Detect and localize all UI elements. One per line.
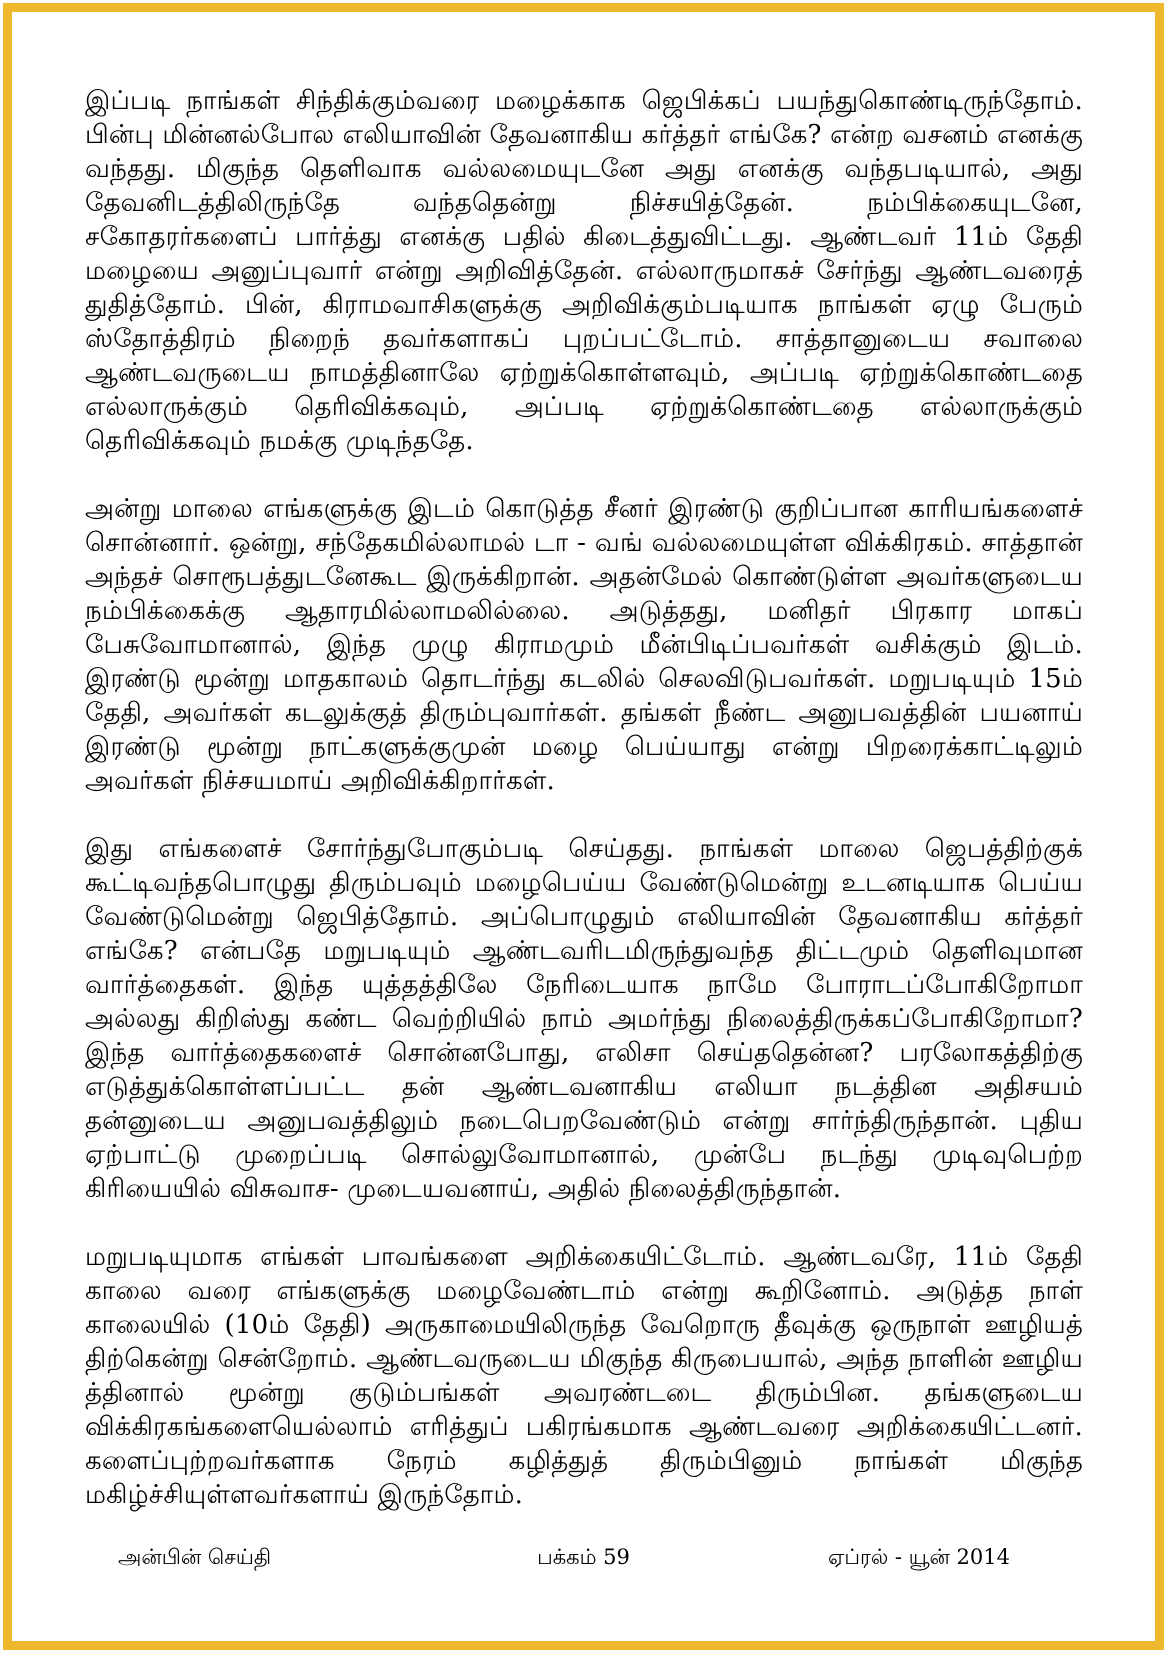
- body-paragraph-3: இது எங்களைச் சோர்ந்துபோகும்படி செய்தது. நாங்கள் மாலை ஜெபத்திற்குக் கூட்டிவந்தபொழுது திரும்பவும் மழைபெய்ய வேண்டுமென்று உடனடியாக பெய்ய வேண்டுமென்று ஜெபித்தோம். அப்பொழுதும் எலியாவின் தேவனாகிய கர்த்தர் எங்கே? என்பதே மறுபடியும் ஆண்டவரிடமிருந்துவந்த திட்டமும் தெளிவுமான வார்த்தைகள். இந்த யுத்தத்திலே நேரிடையாக நாமே போராடப்போகிறோமா அல்லது கிறிஸ்து கண்ட வெற்றியில் நாம் அமர்ந்து நிலைத்திருக்கப்போகிறோமா? இந்த வார்த்தைகளைச் சொன்னபோது, எலிசா செய்ததென்ன? பரலோகத்திற்கு எடுத்துக்கொள்ளப்பட்ட தன் ஆண்டவனாகிய எலியா நடத்தின அதிசயம் தன்னுடைய அனுபவத்திலும் நடைபெறவேண்டும் என்று சார்ந்திருந்தான். புதிய ஏற்பாட்டு முறைப்படி சொல்லுவோமானால், முன்பே நடந்து முடிவுபெற்ற கிரியையில் விசுவாச- முடையவனாய், அதில் நிலைத்திருந்தான்.: [85, 834, 1083, 1204]
- body-paragraph-4: மறுபடியுமாக எங்கள் பாவங்களை அறிக்கையிட்டோம். ஆண்டவரே, 11ம் தேதி காலை வரை எங்களுக்கு மழைவேண்டாம் என்று கூறினோம். அடுத்த நாள் காலையில் (10ம் தேதி) அருகாமையிலிருந்த வேறொரு தீவுக்கு ஒருநாள் ஊழியத் திற்கென்று சென்றோம். ஆண்டவருடைய மிகுந்த கிருபையால், அந்த நாளின் ஊழிய த்தினால் மூன்று குடும்பங்கள் அவரண்டடை திரும்பின. தங்களுடைய விக்கிரகங்களையெல்லாம் எரித்துப் பகிரங்கமாக ஆண்டவரை அறிக்கையிட்டனர். களைப்புற்றவர்களாக நேரம் கழித்துத் திரும்பினும் நாங்கள் மிகுந்த மகிழ்ச்சியுள்ளவர்களாய் இருந்தோம்.: [85, 1242, 1083, 1510]
- body-paragraph-2: அன்று மாலை எங்களுக்கு இடம் கொடுத்த சீனர் இரண்டு குறிப்பான காரியங்களைச் சொன்னார். ஒன்று, சந்தேகமில்லாமல் டா - வங் வல்லமையுள்ள விக்கிரகம். சாத்தான் அந்தச் சொரூபத்துடனேகூட இருக்கிறான். அதன்மேல் கொண்டுள்ள அவர்களுடைய நம்பிக்கைக்கு ஆதாரமில்லாமலில்லை. அடுத்தது, மனிதர் பிரகார மாகப் பேசுவோமானால், இந்த முழு கிராமமும் மீன்பிடிப்பவர்கள் வசிக்கும் இடம். இரண்டு மூன்று மாதகாலம் தொடர்ந்து கடலில் செலவிடுபவர்கள். மறுபடியும் 15ம் தேதி, அவர்கள் கடலுக்குத் திரும்புவார்கள். தங்கள் நீண்ட அனுபவத்தின் பயனாய் இரண்டு மூன்று நாட்களுக்குமுன் மழை பெய்யாது என்று பிறரைக்காட்டிலும் அவர்கள் நிச்சயமாய் அறிவிக்கிறார்கள்.: [85, 494, 1083, 796]
- footer-page-number: பக்கம் 59: [537, 1545, 630, 1569]
- footer-issue-date: ஏப்ரல் - யூன் 2014: [828, 1545, 1010, 1569]
- body-paragraph-1: இப்படி நாங்கள் சிந்திக்கும்வரை மழைக்காக ஜெபிக்கப் பயந்துகொண்டிருந்தோம். பின்பு மின்னல்போல எலியாவின் தேவனாகிய கர்த்தர் எங்கே? என்ற வசனம் எனக்கு வந்தது. மிகுந்த தெளிவாக வல்லமையுடனே அது எனக்கு வந்தபடியால், அது தேவனிடத்திலிருந்தே வந்ததென்று நிச்சயித்தேன். நம்பிக்கையுடனே, சகோதரர்களைப் பார்த்து எனக்கு பதில் கிடைத்துவிட்டது. ஆண்டவர் 11ம் தேதி மழையை அனுப்புவார் என்று அறிவித்தேன். எல்லாருமாகச் சேர்ந்து ஆண்டவரைத் துதித்தோம். பின், கிராமவாசிகளுக்கு அறிவிக்கும்படியாக நாங்கள் ஏழு பேரும் ஸ்தோத்திரம் நிறைந் தவர்களாகப் புறப்பட்டோம். சாத்தானுடைய சவாலை ஆண்டவருடைய நாமத்தினாலே ஏற்றுக்கொள்ளவும், அப்படி ஏற்றுக்கொண்டதை எல்லாருக்கும் தெரிவிக்கவும், அப்படி ஏற்றுக்கொண்டதை எல்லாருக்கும் தெரிவிக்கவும் நமக்கு முடிந்ததே.: [85, 86, 1083, 456]
- footer-publication-title: அன்பின் செய்தி: [118, 1545, 272, 1569]
- page-footer: [0, 1540, 1167, 1574]
- article-body: [85, 84, 1083, 1546]
